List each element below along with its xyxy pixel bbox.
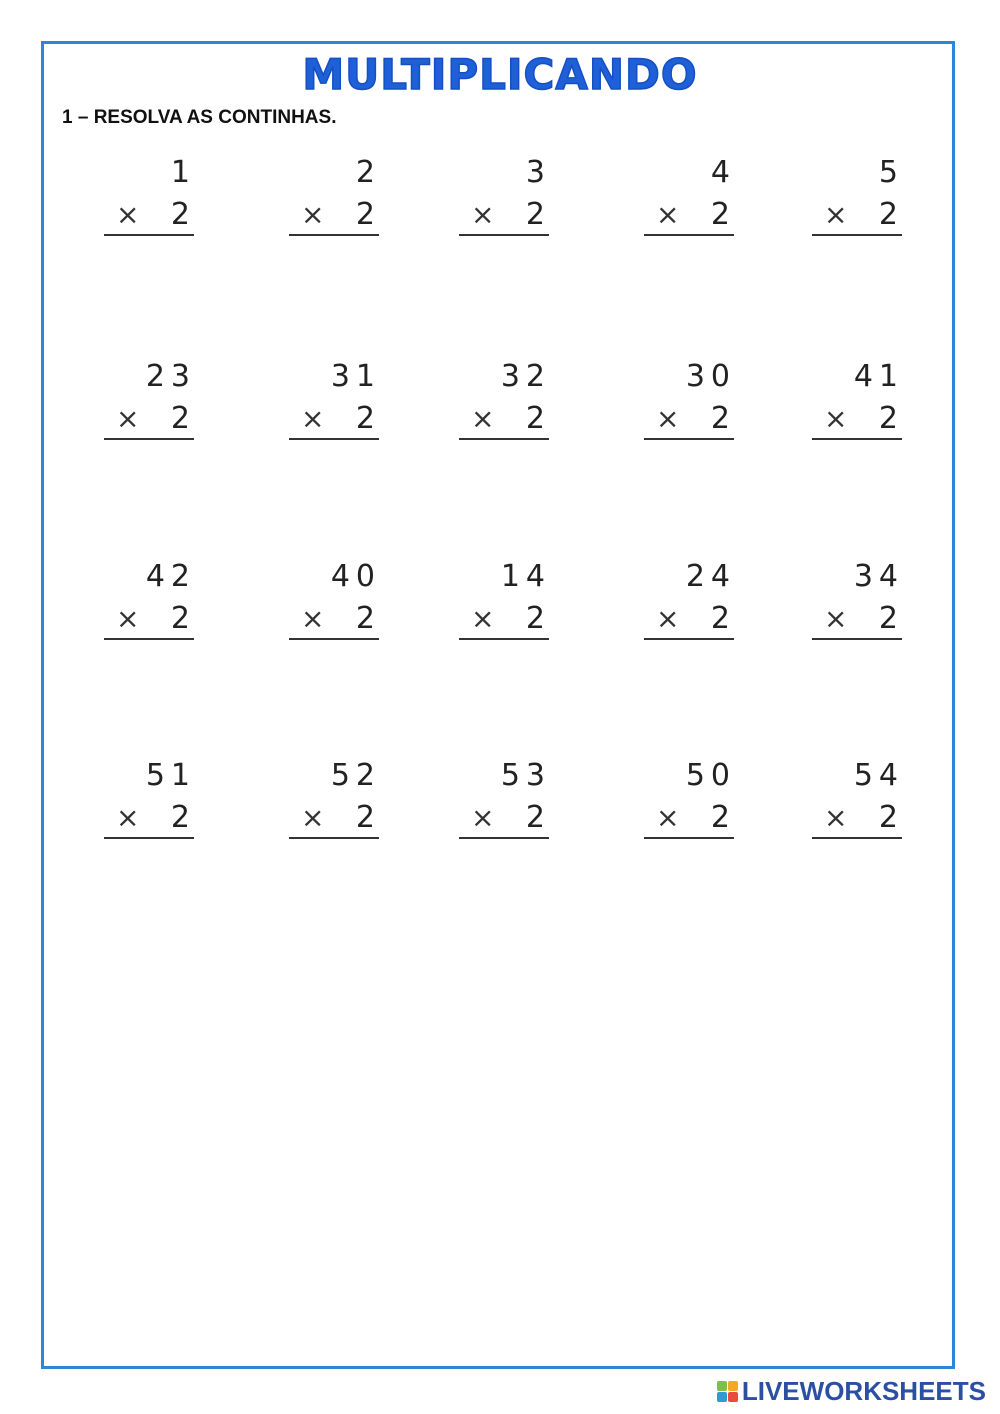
- times-sign: ×: [656, 198, 680, 231]
- multiplicand: 42: [145, 559, 196, 594]
- multiplicand: 1: [170, 155, 196, 190]
- times-sign: ×: [116, 801, 140, 834]
- multiplicand: 53: [500, 758, 551, 793]
- multiplier: 2: [355, 800, 375, 835]
- logo-square-4: [728, 1392, 738, 1402]
- times-sign: ×: [301, 801, 325, 834]
- times-sign: ×: [824, 801, 848, 834]
- multiplier-line: [459, 402, 545, 436]
- times-sign: ×: [656, 402, 680, 435]
- multiplier-line: [104, 198, 190, 232]
- answer-line[interactable]: [104, 837, 194, 839]
- multiplication-problem: [289, 759, 379, 849]
- multiplier: 2: [525, 197, 545, 232]
- times-sign: ×: [301, 198, 325, 231]
- answer-line[interactable]: [644, 638, 734, 640]
- multiplier-line: [812, 801, 898, 835]
- multiplicand: 32: [500, 359, 551, 394]
- multiplication-problem: [459, 759, 549, 849]
- multiplicand: 5: [878, 155, 904, 190]
- answer-line[interactable]: [644, 837, 734, 839]
- multiplication-problem: [289, 156, 379, 246]
- multiplicand: 41: [853, 359, 904, 394]
- times-sign: ×: [116, 402, 140, 435]
- multiplier-line: [104, 602, 190, 636]
- multiplication-problem: [459, 360, 549, 450]
- times-sign: ×: [471, 801, 495, 834]
- brand-name: LIVEWORKSHEETS: [741, 1375, 986, 1406]
- multiplication-problem: [104, 360, 194, 450]
- multiplication-problem: [812, 759, 902, 849]
- multiplier-line: [644, 801, 730, 835]
- times-sign: ×: [656, 602, 680, 635]
- multiplier-line: [289, 602, 375, 636]
- multiplier: 2: [170, 601, 190, 636]
- multiplication-problem: [644, 560, 734, 650]
- logo-square-1: [717, 1381, 727, 1391]
- multiplier: 2: [878, 601, 898, 636]
- multiplier-line: [812, 402, 898, 436]
- multiplier-line: [104, 402, 190, 436]
- multiplier-line: [644, 602, 730, 636]
- multiplier-line: [104, 801, 190, 835]
- answer-line[interactable]: [104, 234, 194, 236]
- multiplicand: 51: [145, 758, 196, 793]
- answer-line[interactable]: [104, 438, 194, 440]
- multiplier-line: [644, 402, 730, 436]
- multiplication-problem: [289, 360, 379, 450]
- answer-line[interactable]: [644, 438, 734, 440]
- multiplier-line: [644, 198, 730, 232]
- footer-logo: [717, 1376, 986, 1406]
- multiplicand: 31: [330, 359, 381, 394]
- answer-line[interactable]: [104, 638, 194, 640]
- multiplication-problem: [459, 156, 549, 246]
- answer-line[interactable]: [289, 234, 379, 236]
- multiplicand: 52: [330, 758, 381, 793]
- multiplier: 2: [355, 601, 375, 636]
- multiplier: 2: [355, 401, 375, 436]
- multiplier-line: [812, 198, 898, 232]
- multiplier: 2: [355, 197, 375, 232]
- answer-line[interactable]: [812, 837, 902, 839]
- multiplication-problem: [104, 759, 194, 849]
- times-sign: ×: [301, 602, 325, 635]
- multiplicand: 2: [355, 155, 381, 190]
- answer-line[interactable]: [812, 438, 902, 440]
- multiplier-line: [812, 602, 898, 636]
- multiplicand: 14: [500, 559, 551, 594]
- multiplier: 2: [878, 401, 898, 436]
- multiplier: 2: [525, 401, 545, 436]
- answer-line[interactable]: [459, 438, 549, 440]
- multiplicand: 54: [853, 758, 904, 793]
- multiplicand: 50: [685, 758, 736, 793]
- multiplication-problem: [812, 156, 902, 246]
- multiplication-problem: [104, 560, 194, 650]
- multiplier-line: [459, 801, 545, 835]
- times-sign: ×: [656, 801, 680, 834]
- logo-square-3: [717, 1392, 727, 1402]
- times-sign: ×: [471, 198, 495, 231]
- multiplication-problem: [289, 560, 379, 650]
- times-sign: ×: [116, 602, 140, 635]
- answer-line[interactable]: [459, 638, 549, 640]
- multiplier: 2: [525, 800, 545, 835]
- multiplication-problem: [812, 560, 902, 650]
- answer-line[interactable]: [459, 234, 549, 236]
- answer-line[interactable]: [289, 438, 379, 440]
- times-sign: ×: [116, 198, 140, 231]
- times-sign: ×: [471, 402, 495, 435]
- multiplication-problem: [812, 360, 902, 450]
- multiplier: 2: [525, 601, 545, 636]
- multiplier-line: [459, 198, 545, 232]
- worksheet-title: MULTIPLICANDO: [302, 50, 698, 99]
- multiplicand: 3: [525, 155, 551, 190]
- multiplicand: 4: [710, 155, 736, 190]
- answer-line[interactable]: [459, 837, 549, 839]
- times-sign: ×: [824, 198, 848, 231]
- instruction-text: 1 – RESOLVA AS CONTINHAS.: [62, 107, 337, 128]
- multiplier: 2: [710, 800, 730, 835]
- multiplicand: 34: [853, 559, 904, 594]
- multiplier: 2: [170, 401, 190, 436]
- multiplier: 2: [710, 601, 730, 636]
- multiplicand: 30: [685, 359, 736, 394]
- multiplier-line: [289, 801, 375, 835]
- multiplier-line: [459, 602, 545, 636]
- multiplication-problem: [459, 560, 549, 650]
- multiplier: 2: [170, 800, 190, 835]
- multiplier-line: [289, 198, 375, 232]
- multiplication-problem: [644, 360, 734, 450]
- liveworksheets-logo-icon: [717, 1381, 738, 1402]
- answer-line[interactable]: [289, 638, 379, 640]
- multiplicand: 40: [330, 559, 381, 594]
- multiplier: 2: [710, 401, 730, 436]
- multiplication-problem: [644, 156, 734, 246]
- multiplier-line: [289, 402, 375, 436]
- times-sign: ×: [471, 602, 495, 635]
- answer-line[interactable]: [812, 638, 902, 640]
- multiplier: 2: [170, 197, 190, 232]
- multiplier: 2: [878, 800, 898, 835]
- times-sign: ×: [824, 602, 848, 635]
- multiplication-problem: [104, 156, 194, 246]
- logo-square-2: [728, 1381, 738, 1391]
- answer-line[interactable]: [289, 837, 379, 839]
- answer-line[interactable]: [644, 234, 734, 236]
- multiplicand: 23: [145, 359, 196, 394]
- multiplier: 2: [878, 197, 898, 232]
- answer-line[interactable]: [812, 234, 902, 236]
- multiplier: 2: [710, 197, 730, 232]
- multiplicand: 24: [685, 559, 736, 594]
- multiplication-problem: [644, 759, 734, 849]
- times-sign: ×: [824, 402, 848, 435]
- times-sign: ×: [301, 402, 325, 435]
